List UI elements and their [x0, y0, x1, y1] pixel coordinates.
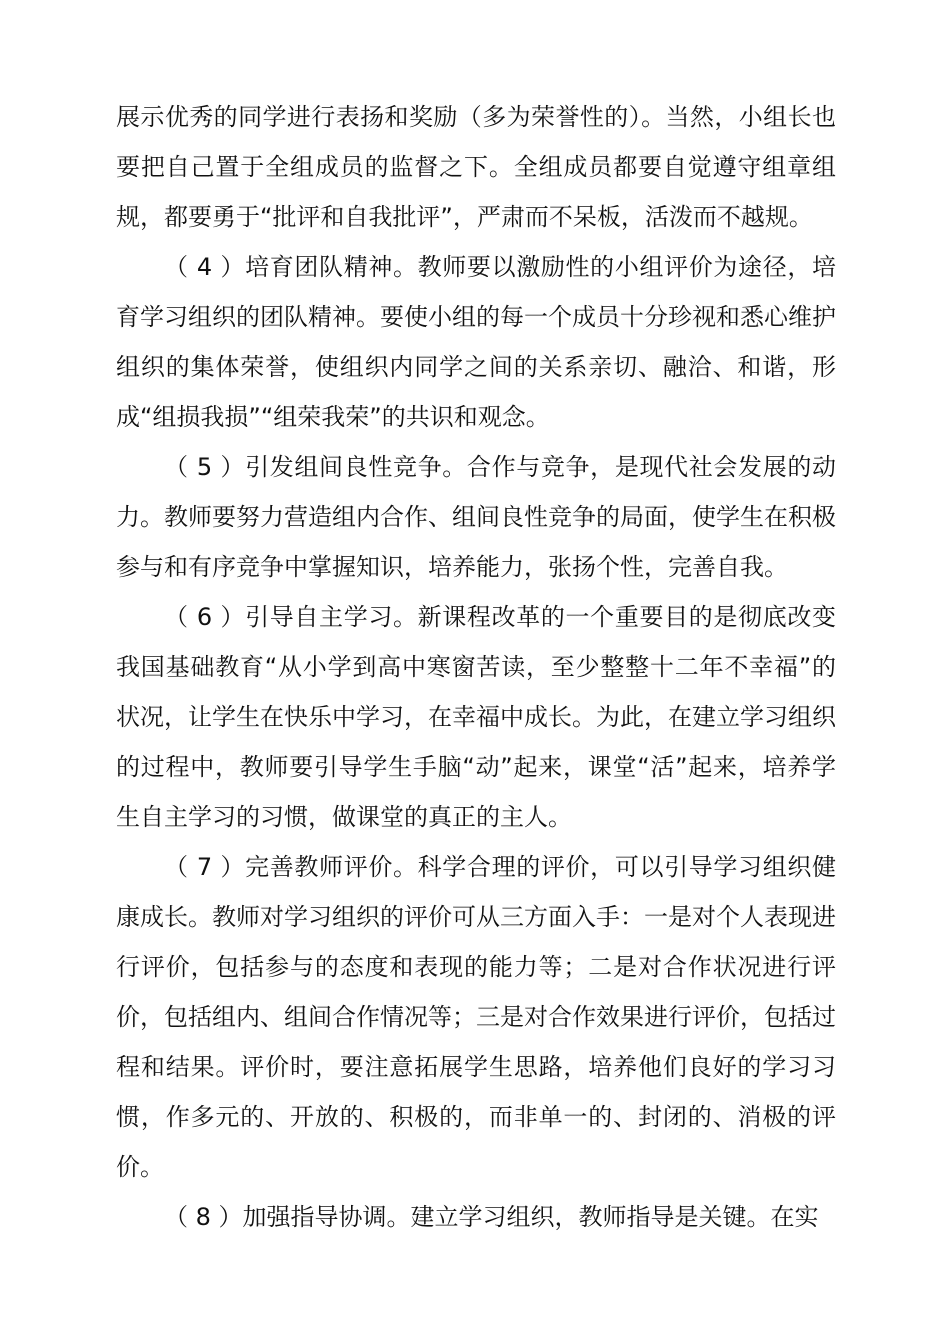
paragraph-3: （ 5 ）引发组间良性竞争。合作与竞争，是现代社会发展的动力。教师要努力营造组内合作、组间良性竞争的局面，使学生在积极参与和有序竞争中掌握知识，培养能力，张扬个性，完善自我。 — [116, 453, 836, 581]
paragraph-2: （ 4 ）培育团队精神。教师要以激励性的小组评价为途径，培育学习组织的团队精神。要使小组的每一个成员十分珍视和悉心维护组织的集体荣誉，使组织内同学之间的关系亲切、融洽、和谐，形成“组损我损”“组荣我荣”的共识和观念。 — [116, 253, 836, 431]
paragraph-4: （ 6 ）引导自主学习。新课程改革的一个重要目的是彻底改变我国基础教育“从小学到高中寒窗苦读，至少整整十二年不幸福”的状况，让学生在快乐中学习，在幸福中成长。为此，在建立学习组织的过程中，教师要引导学生手脑“动”起来，课堂“活”起来，培养学生自主学习的习惯，做课堂的真正的主人。 — [116, 603, 836, 831]
paragraph-5: （ 7 ）完善教师评价。科学合理的评价，可以引导学习组织健康成长。教师对学习组织的评价可从三方面入手：一是对个人表现进行评价，包括参与的态度和表现的能力等；二是对合作状况进行评价，包括组内、组间合作情况等；三是对合作效果进行评价，包括过程和结果。评价时，要注意拓展学生思路，培养他们良好的学习习惯，作多元的、开放的、积极的，而非单一的、封闭的、消极的评价。 — [116, 853, 836, 1181]
paragraph-6: （ 8 ）加强指导协调。建立学习组织，教师指导是关键。在实 — [164, 1203, 819, 1231]
paragraph-1: 展示优秀的同学进行表扬和奖励（多为荣誉性的）。当然，小组长也要把自己置于全组成员的监督之下。全组成员都要自觉遵守组章组规，都要勇于“批评和自我批评”，严肃而不呆板，活泼而不越规。 — [116, 103, 836, 231]
document-body — [116, 92, 836, 1242]
